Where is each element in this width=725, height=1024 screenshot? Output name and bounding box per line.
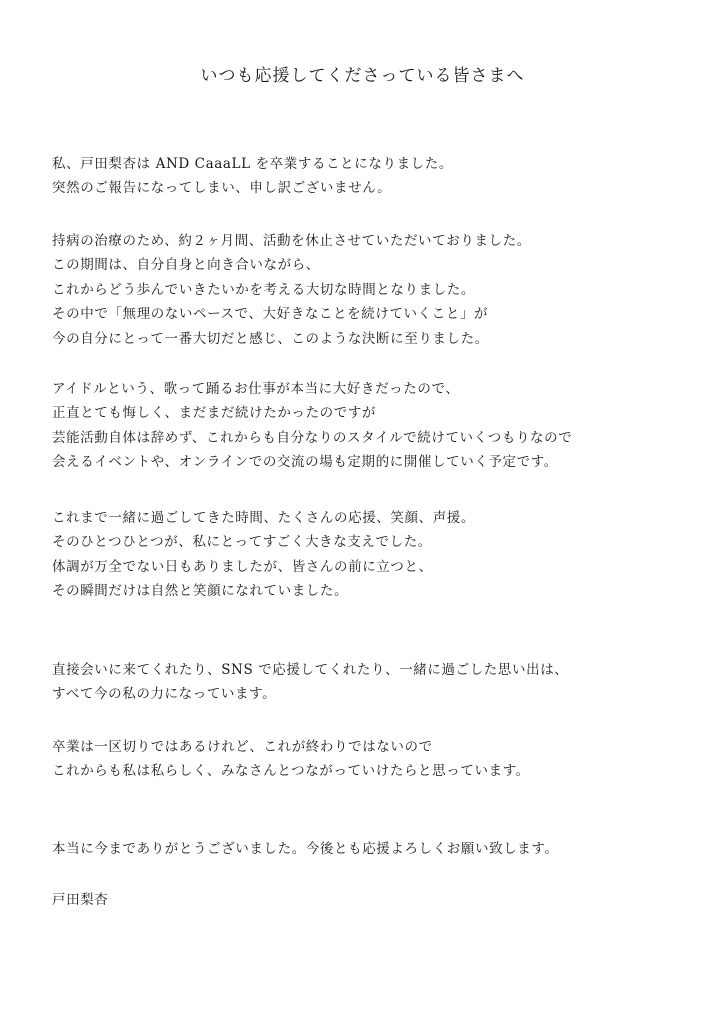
paragraph-2 (52, 229, 692, 351)
text-line: そのひとつひとつが、私にとってすごく大きな支えでした。 (52, 534, 432, 551)
text-line: 今の自分にとって一番大切だと感じ、このような決断に至りました。 (52, 330, 489, 347)
text-line: 正直とても悔しく、まだまだ続けたかったのですが (52, 405, 377, 422)
paragraph-5 (52, 658, 692, 707)
paragraph-3 (52, 377, 692, 475)
text-line: 本当に今までありがとうございました。今後とも応援よろしくお願い致します。 (52, 841, 559, 857)
text-line: すべて今の私の力になっています。 (52, 686, 277, 703)
text-line: 芸能活動自体は辞めず、これからも自分なりのスタイルで続けていくつもりなので (52, 429, 573, 446)
text-line: これまで一緒に過ごしてきた時間、たくさんの応援、笑顔、声援。 (52, 510, 475, 526)
text-line: 直接会いに来てくれたり、SNS で応援してくれたり、一緒に過ごした思い出は、 (52, 662, 569, 678)
text-line: 体調が万全でない日もありましたが、皆さんの前に立つと、 (52, 558, 433, 575)
paragraph-7 (52, 837, 692, 861)
paragraph-4 (52, 506, 692, 604)
text-line: 会えるイベントや、オンラインでの交流の場も定期的に開催していく予定です。 (52, 454, 558, 471)
text-line: この期間は、自分自身と向き合いながら、 (52, 257, 320, 274)
text-line: その瞬間だけは自然と笑顔になれていました。 (52, 583, 349, 600)
paragraph-6 (52, 735, 692, 784)
text-line: アイドルという、歌って踊るお仕事が本当に大好きだったので、 (52, 381, 460, 397)
text-line: 卒業は一区切りではあるけれど、これが終わりではないので (52, 739, 433, 755)
text-line: 持病の治療のため、約２ヶ月間、活動を休止させていただいておりました。 (52, 233, 531, 249)
text-line: その中で「無理のないペースで、大好きなことを続けていくこと」が (52, 306, 489, 323)
paragraph-1 (52, 152, 692, 201)
text-line: これからどう歩んでいきたいかを考える大切な時間となりました。 (52, 281, 475, 298)
signature: 戸田梨杏 (52, 892, 109, 908)
text-line: 私、戸田梨杏は AND CaaaLL を卒業することになりました。 (52, 156, 453, 172)
page-title: いつも応援してくださっている皆さまへ (200, 66, 525, 86)
text-line: これからも私は私らしく、みなさんとつながっていけたらと思っています。 (52, 763, 530, 780)
text-line: 突然のご報告になってしまい、申し訳ございません。 (52, 180, 392, 197)
